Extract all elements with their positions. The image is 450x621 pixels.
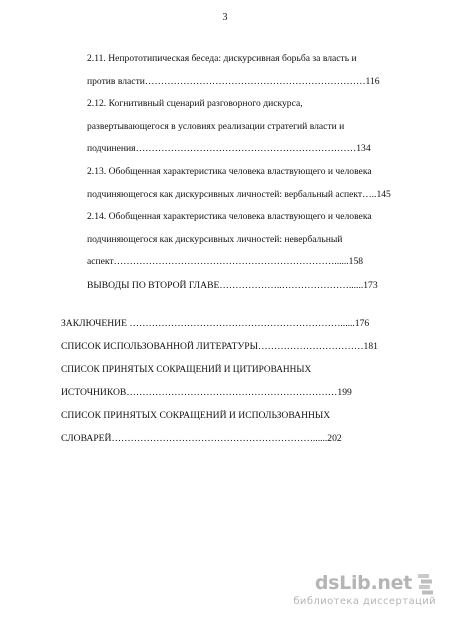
toc-entry-2-11-line-1: 2.11. Непрототипическая беседа: дискурсивная борьба за власть и bbox=[87, 53, 357, 64]
watermark bbox=[286, 571, 436, 607]
book-stack-icon bbox=[416, 571, 436, 595]
toc-entry-2-14-line-3: аспект……………………………………………………………......158 bbox=[87, 256, 364, 267]
page-number: 3 bbox=[222, 12, 228, 23]
toc-entry-2-11-line-2: против власти……………………………………………………………116 bbox=[87, 76, 380, 87]
toc-entry-chapter-conclusions: ВЫВОДЫ ПО ВТОРОЙ ГЛАВЕ………………..…………………......173 bbox=[87, 280, 378, 291]
toc-entry-2-12-line-1: 2.12. Когнитивный сценарий разговорного дискурса, bbox=[87, 98, 303, 109]
toc-entry-2-13-line-1: 2.13. Обобщенная характеристика человека властвующего и человека bbox=[87, 166, 372, 177]
toc-entry-2-14-line-2: подчиняющегося как дискурсивных личностей: невербальный bbox=[87, 234, 343, 245]
toc-entry-abbreviations-sources-line-2: ИСТОЧНИКОВ…………………………………………………………199 bbox=[61, 387, 352, 398]
toc-entry-abbreviations-dictionaries-line-1: СПИСОК ПРИНЯТЫХ СОКРАЩЕНИЙ И ИСПОЛЬЗОВАННЫХ bbox=[61, 410, 331, 421]
toc-entry-2-12-line-2: развертывающегося в условиях реализации стратегий власти и bbox=[87, 121, 345, 132]
watermark-subtitle: библиотека диссертаций bbox=[293, 596, 436, 607]
toc-entry-conclusion: ЗАКЛЮЧЕНИЕ …………………………………………………………......176 bbox=[61, 318, 370, 329]
toc-entry-references: СПИСОК ИСПОЛЬЗОВАННОЙ ЛИТЕРАТУРЫ……………………………181 bbox=[61, 341, 378, 352]
toc-entry-2-12-line-3: подчинения……………………………………………………………134 bbox=[87, 143, 371, 154]
watermark-logo: dsLib.net bbox=[314, 572, 412, 594]
toc-entry-2-13-line-2: подчиняющегося как дискурсивных личностей: вербальный аспект…..145 bbox=[87, 189, 391, 200]
toc-entry-abbreviations-sources-line-1: СПИСОК ПРИНЯТЫХ СОКРАЩЕНИЙ И ЦИТИРОВАННЫХ bbox=[61, 365, 312, 375]
toc-entry-2-14-line-1: 2.14. Обобщенная характеристика человека властвующего и человека bbox=[87, 211, 372, 222]
toc-entry-abbreviations-dictionaries-line-2: СЛОВАРЕЙ………………………………………………………......202 bbox=[61, 433, 342, 444]
